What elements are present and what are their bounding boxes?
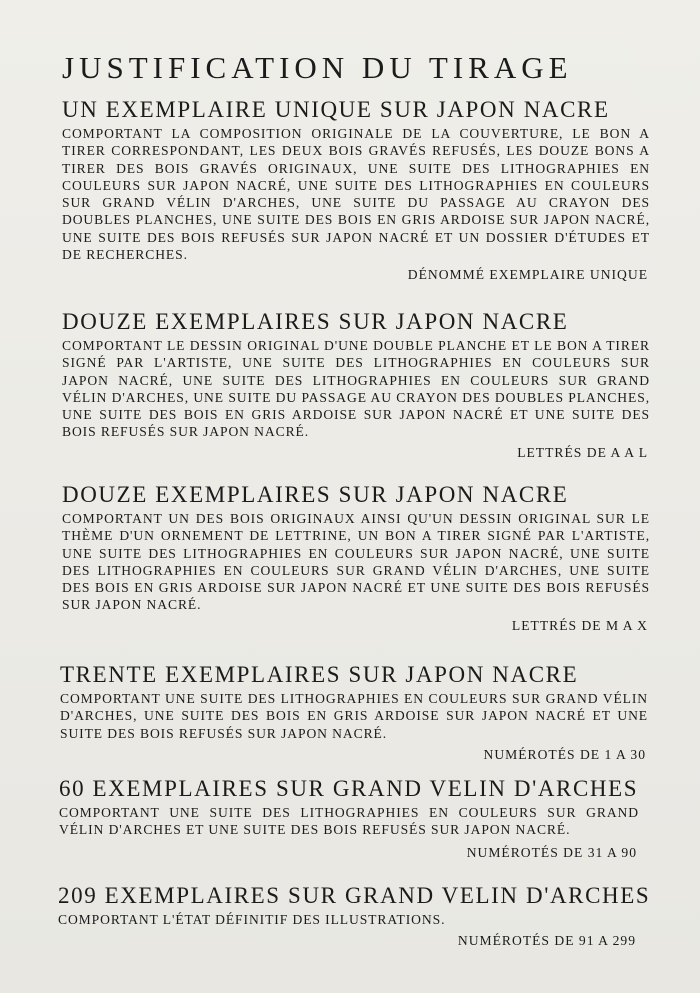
section-heading: 60 EXEMPLAIRES SUR GRAND VELIN D'ARCHES	[59, 776, 639, 801]
section-description: COMPORTANT UNE SUITE DES LITHOGRAPHIES EN COULEURS SUR GRAND VÉLIN D'ARCHES, UNE SUITE DES BOIS EN GRIS ARDOISE SUR JAPON NACRÉ ET UNE SUITE DES BOIS REFUSÉS SUR JAPON NACRÉ.	[60, 691, 648, 741]
section-numbering: NUMÉROTÉS DE 91 A 299	[457, 933, 636, 949]
edition-section-a-l	[62, 309, 650, 462]
page-title: JUSTIFICATION DU TIRAGE	[62, 50, 573, 85]
section-heading: 209 EXEMPLAIRES SUR GRAND VELIN D'ARCHES	[58, 883, 651, 908]
section-heading: UN EXEMPLAIRE UNIQUE SUR JAPON NACRE	[62, 97, 610, 122]
section-description: COMPORTANT UNE SUITE DES LITHOGRAPHIES EN COULEURS SUR GRAND VÉLIN D'ARCHES ET UNE SUITE DES BOIS REFUSÉS SUR JAPON NACRÉ.	[59, 805, 639, 838]
section-description: COMPORTANT LA COMPOSITION ORIGINALE DE LA COUVERTURE, LE BON A TIRER CORRESPONDANT, LES DEUX BOIS GRAVÉS REFUSÉS, LES DOUZE BONS A TIRER DES BOIS GRAVÉS ORIGINAUX, UNE SUITE DES LITHOGRAPHIES EN COULEURS SUR JAPON NACRÉ, UNE SUITE DES LITHOGRAPHIES EN COULEURS SUR GRAND VÉLIN D'ARCHES, UNE SUITE DU PASSAGE AU CRAYON DES DOUBLES PLANCHES, UNE SUITE DES BOIS EN GRIS ARDOISE SUR JAPON NACRÉ, UNE SUITE DES BOIS REFUSÉS SUR JAPON NACRÉ ET UN DOSSIER D'ÉTUDES ET DE RECHERCHES.	[62, 126, 650, 263]
edition-section-31-90	[59, 776, 639, 862]
section-numbering: NUMÉROTÉS DE 1 A 30	[483, 746, 646, 762]
section-heading: TRENTE EXEMPLAIRES SUR JAPON NACRE	[60, 662, 579, 687]
section-numbering: LETTRÉS DE A A L	[517, 444, 648, 460]
section-numbering: NUMÉROTÉS DE 31 A 90	[466, 844, 637, 860]
edition-section-unique	[62, 97, 650, 284]
section-numbering: LETTRÉS DE M A X	[511, 617, 648, 633]
section-numbering: DÉNOMMÉ EXEMPLAIRE UNIQUE	[407, 267, 648, 283]
edition-section-1-30	[60, 662, 648, 764]
edition-section-91-299	[58, 883, 651, 950]
edition-section-m-x	[62, 482, 650, 635]
section-heading: DOUZE EXEMPLAIRES SUR JAPON NACRE	[62, 309, 569, 334]
section-description: COMPORTANT L'ÉTAT DÉFINITIF DES ILLUSTRATIONS.	[58, 912, 446, 927]
section-description: COMPORTANT UN DES BOIS ORIGINAUX AINSI QU'UN DESSIN ORIGINAL SUR LE THÈME D'UN ORNEMENT DE LETTRINE, UN BON A TIRER SIGNÉ PAR L'ARTISTE, UNE SUITE DES LITHOGRAPHIES EN COULEURS SUR JAPON NACRÉ, UNE SUITE DES LITHOGRAPHIES EN COULEURS SUR GRAND VÉLIN D'ARCHES, UNE SUITE DES BOIS EN GRIS ARDOISE SUR JAPON NACRÉ ET UNE SUITE DES BOIS REFUSÉS SUR JAPON NACRÉ.	[62, 511, 650, 613]
section-description: COMPORTANT LE DESSIN ORIGINAL D'UNE DOUBLE PLANCHE ET LE BON A TIRER SIGNÉ PAR L'ARTISTE, UNE SUITE DES LITHOGRAPHIES EN COULEURS SUR JAPON NACRÉ, UNE SUITE DES LITHOGRAPHIES EN COULEURS SUR GRAND VÉLIN D'ARCHES, UNE SUITE DU PASSAGE AU CRAYON DES DOUBLES PLANCHES, UNE SUITE DES BOIS EN GRIS ARDOISE SUR JAPON NACRÉ ET UNE SUITE DES BOIS REFUSÉS SUR JAPON NACRÉ.	[62, 338, 650, 440]
section-heading: DOUZE EXEMPLAIRES SUR JAPON NACRE	[62, 482, 569, 507]
